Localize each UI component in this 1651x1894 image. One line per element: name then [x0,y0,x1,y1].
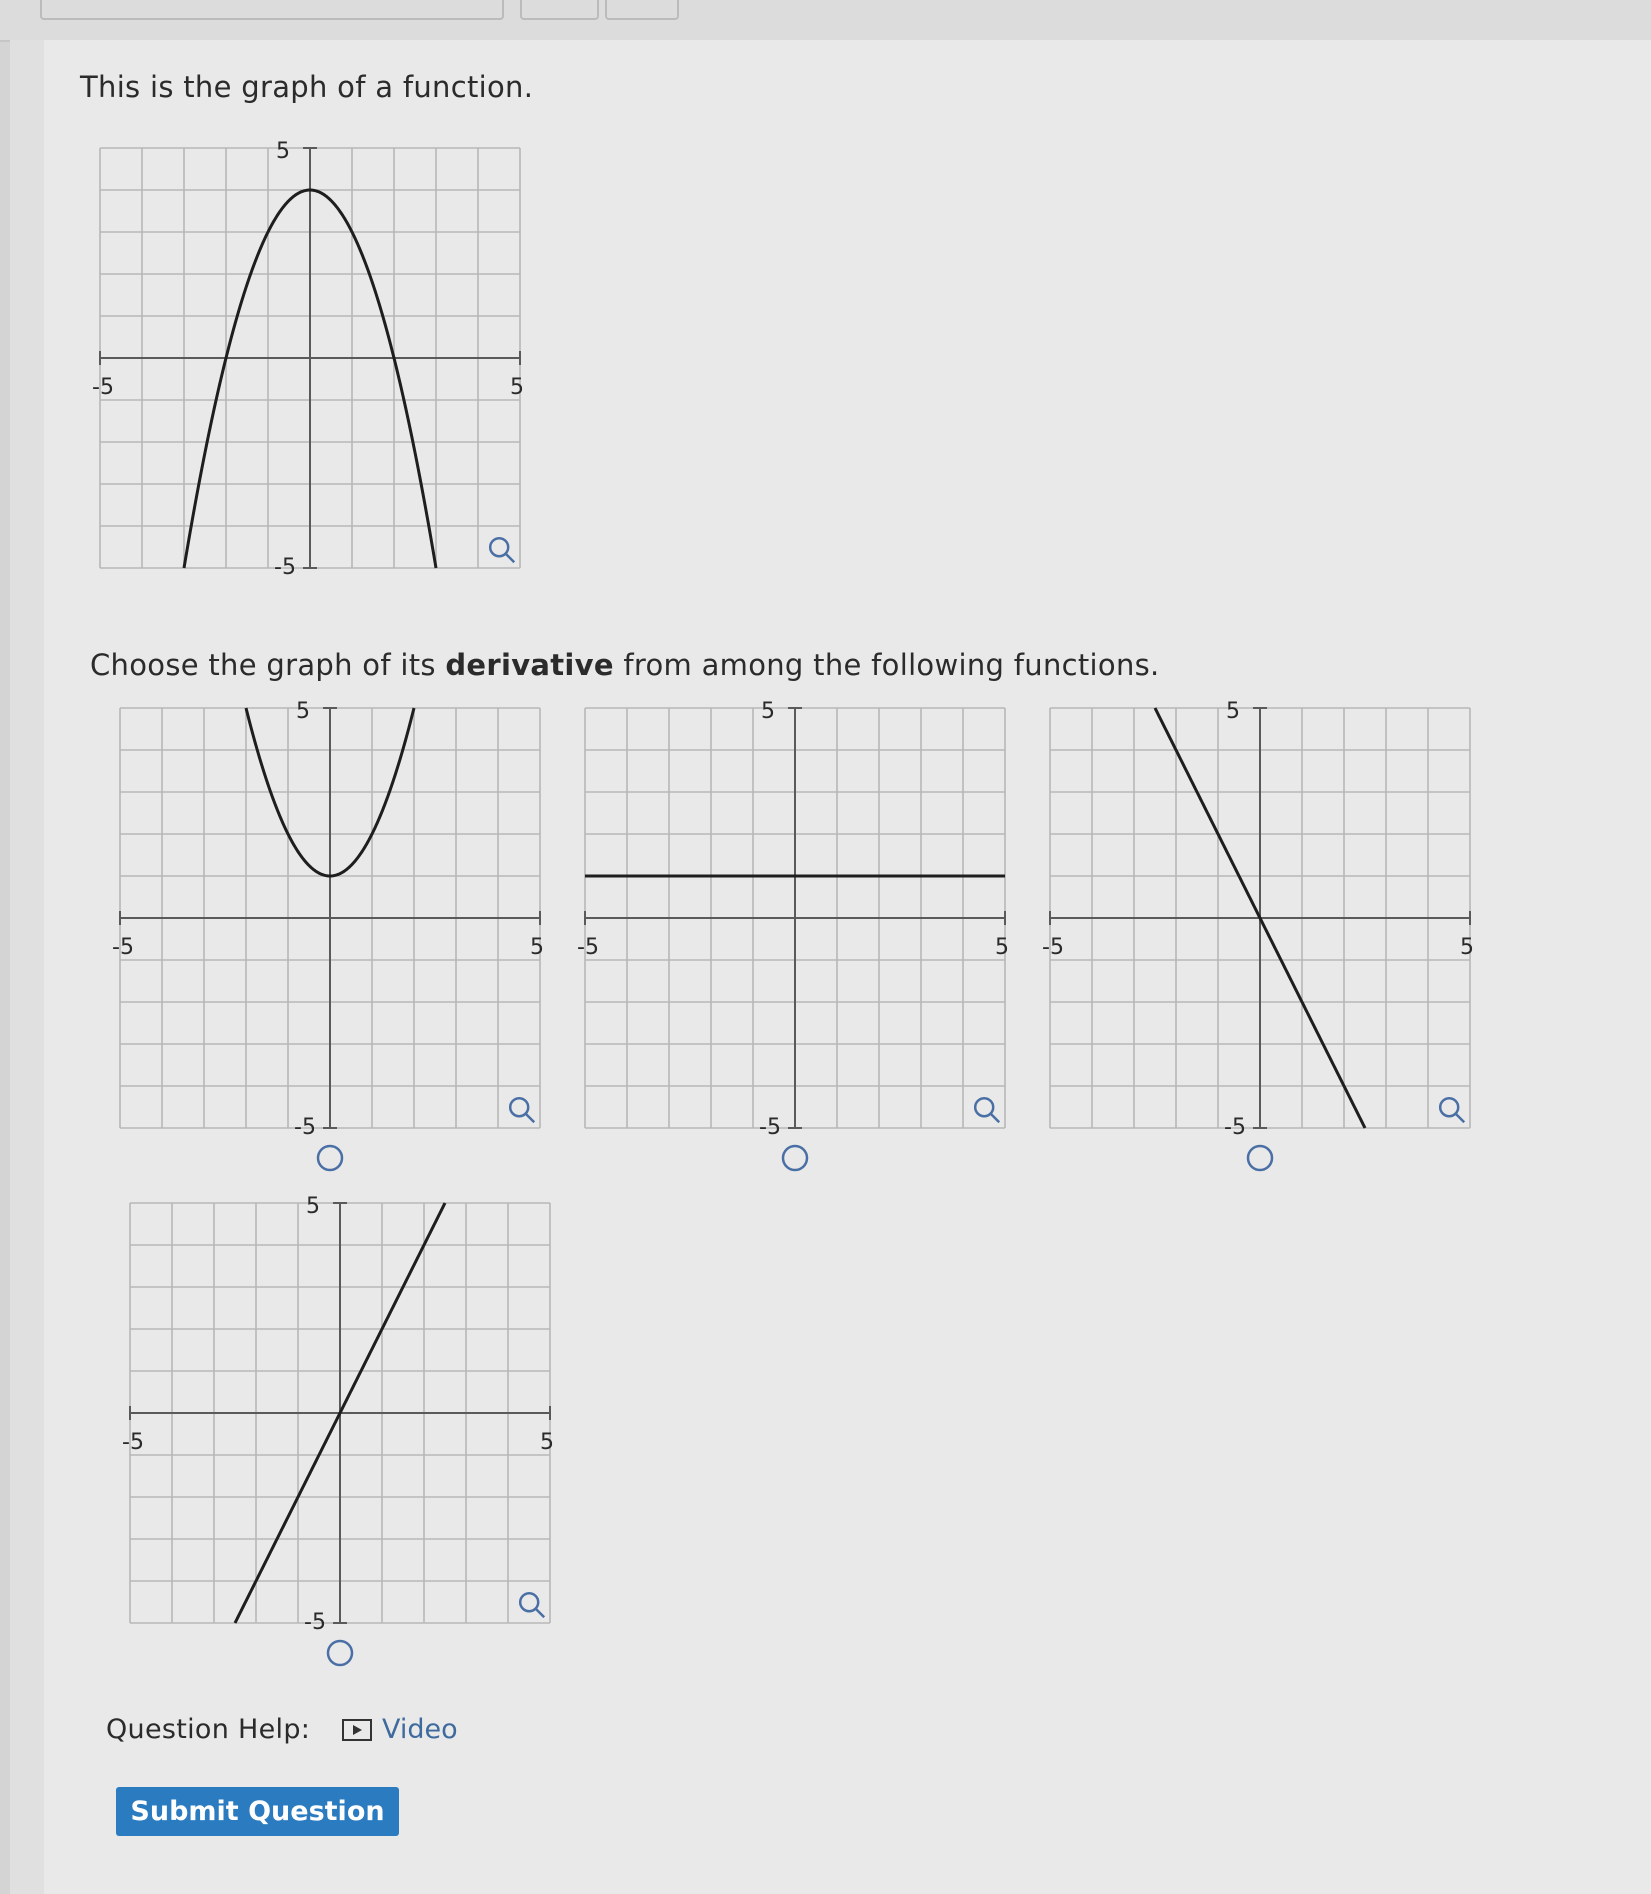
tab-outline [605,0,679,20]
answer-radio-button[interactable] [318,1146,342,1170]
y-tick-label-neg: -5 [294,1115,316,1140]
y-tick-label-neg: -5 [1224,1115,1246,1140]
magnify-lens [1440,1098,1458,1116]
y-tick-label-neg: -5 [304,1610,326,1635]
answer-radio-button[interactable] [328,1641,352,1665]
x-tick-label-neg: -5 [112,935,134,960]
y-tick-label-pos: 5 [296,699,310,724]
question-prompt [90,648,1160,682]
answer-option-3-graph[interactable] [1040,700,1480,1180]
magnify-lens [520,1593,538,1611]
answer-option-1-graph[interactable] [110,700,550,1180]
browser-top-strip [0,0,1651,42]
answer-option-4-graph[interactable] [120,1195,560,1675]
x-tick-label-pos: 5 [995,935,1009,960]
x-tick-label-pos: 5 [530,935,544,960]
magnify-handle [536,1609,544,1617]
magnify-handle [526,1114,534,1122]
magnify-lens [975,1098,993,1116]
magnify-lens [510,1098,528,1116]
y-tick-label-neg: -5 [759,1115,781,1140]
question-help-label: Question Help: [106,1714,311,1745]
magnify-icon[interactable] [1440,1098,1464,1122]
magnify-icon[interactable] [975,1098,999,1122]
prompt-end: from among the following functions. [613,648,1160,682]
y-tick-label-pos: 5 [1226,699,1240,724]
magnify-icon[interactable] [490,538,514,562]
video-help-link[interactable] [342,1714,458,1745]
answer-radio-button[interactable] [1248,1146,1272,1170]
x-tick-label-neg: -5 [1042,935,1064,960]
answer-radio-button[interactable] [783,1146,807,1170]
left-margin [10,40,44,1894]
magnify-handle [991,1114,999,1122]
question-intro: This is the graph of a function. [80,70,534,104]
y-tick-label-neg: -5 [274,555,296,580]
x-tick-label-neg: -5 [92,375,114,400]
magnify-handle [1456,1114,1464,1122]
tab-outline [40,0,504,20]
prompt-bold-word: derivative [445,648,614,682]
magnify-handle [506,554,514,562]
x-tick-label-pos: 5 [540,1430,554,1455]
play-video-icon [342,1719,372,1741]
x-tick-label-neg: -5 [122,1430,144,1455]
magnify-lens [490,538,508,556]
x-tick-label-neg: -5 [577,935,599,960]
video-link-label: Video [382,1714,458,1745]
x-tick-label-pos: 5 [510,375,524,400]
y-tick-label-pos: 5 [761,699,775,724]
magnify-icon[interactable] [510,1098,534,1122]
magnify-icon[interactable] [520,1593,544,1617]
original-function-graph [90,140,540,600]
y-tick-label-pos: 5 [276,139,290,164]
submit-question-button[interactable]: Submit Question [116,1787,399,1836]
y-tick-label-pos: 5 [306,1194,320,1219]
prompt-start: Choose the graph of its [90,648,446,682]
x-tick-label-pos: 5 [1460,935,1474,960]
tab-outline [520,0,599,20]
answer-option-2-graph[interactable] [575,700,1015,1180]
